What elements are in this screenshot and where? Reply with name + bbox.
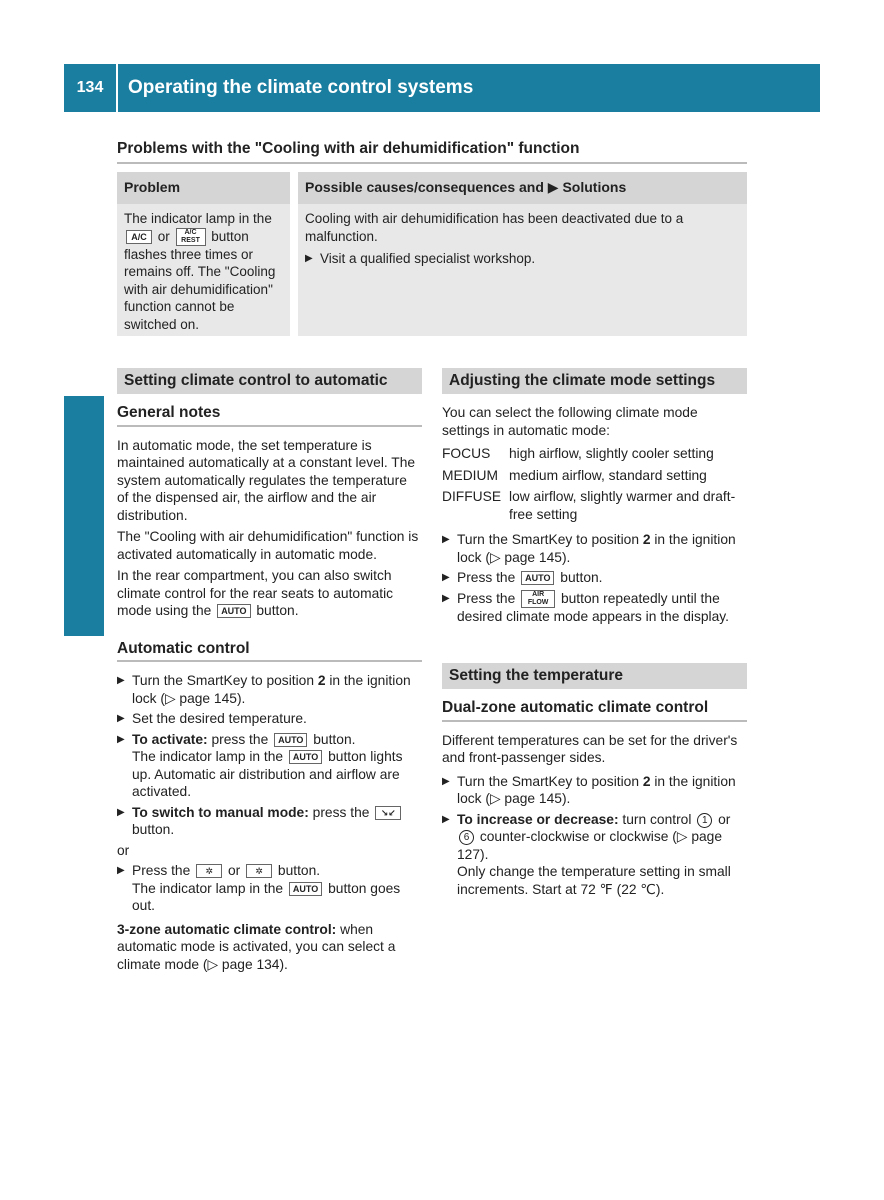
control-1-icon: 1	[697, 813, 712, 828]
auto-button-icon: AUTO	[274, 733, 307, 747]
page-header	[64, 64, 820, 112]
section-heading-climate-mode: Adjusting the climate mode settings	[442, 368, 747, 394]
step: ▶ Press the ✲ or ✲ button. The indicator lamp in the AUTO button goes out.	[117, 863, 401, 913]
solution-arrow-icon: ▶	[547, 179, 559, 196]
fan-low-button-icon: ✲	[196, 864, 222, 878]
paragraph: Different temperatures can be set for the driver's and front-passenger sides.	[442, 732, 738, 766]
page-number: 134	[76, 79, 104, 96]
problem-section-title: Problems with the "Cooling with air dehumidification" function	[117, 140, 747, 164]
ac-button-icon: A/C	[126, 230, 152, 244]
step: ▶ Turn the SmartKey to position 2 in the ignition lock (▷ page 145).	[442, 532, 736, 565]
auto-button-icon: AUTO	[521, 571, 554, 585]
step-arrow-icon: ▶	[117, 733, 125, 745]
step-arrow-icon: ▶	[442, 572, 450, 583]
problem-table	[117, 172, 747, 336]
chapter-tab-label: Climate control	[72, 455, 95, 601]
step-arrow-icon: ▶	[117, 675, 125, 686]
mode-row-focus: FOCUS high airflow, slightly cooler setting	[442, 446, 714, 461]
fan-high-button-icon: ✲	[246, 864, 272, 878]
step-arrow-icon: ▶	[117, 806, 125, 818]
col-header-problem: Problem	[117, 172, 294, 204]
air-distribution-button-icon: ↘↙	[375, 806, 401, 820]
step: ▶ To increase or decrease: turn control 1 or 6 counter-clockwise or clockwise (▷ page 127). Only change the temperature setting in small increments. Start at 72 ℉ (22 ℃).	[442, 811, 731, 897]
paragraph: You can select the following climate mode settings in automatic mode:	[442, 405, 698, 438]
ac-rest-button-icon: A/C REST	[176, 228, 206, 246]
section-heading-automatic: Setting climate control to automatic	[117, 368, 422, 394]
step-arrow-icon: ▶	[442, 775, 450, 787]
section-heading-temperature: Setting the temperature	[442, 663, 747, 689]
step-arrow-icon: ▶	[442, 813, 450, 825]
step-arrow-icon: ▶	[117, 713, 125, 724]
step: ▶ Press the AIR FLOW button repeatedly until the desired climate mode appears in the display.	[442, 590, 729, 624]
left-column	[117, 368, 422, 977]
subheading-dual-zone: Dual-zone automatic climate control	[442, 699, 747, 722]
solution-step: ▶ Visit a qualified specialist workshop.	[305, 251, 536, 266]
airflow-button-icon: AIR FLOW	[521, 590, 555, 608]
table-row	[117, 204, 747, 336]
step: ▶ To switch to manual mode: press the ↘↙ button.	[117, 804, 422, 839]
subheading-automatic-control: Automatic control	[117, 640, 422, 663]
auto-button-icon: AUTO	[217, 604, 250, 618]
paragraph-3zone: 3-zone automatic climate control: when automatic mode is activated, you can select a climate mode (▷ page 134).	[117, 921, 396, 972]
solution-cell	[294, 204, 747, 336]
or-text: or	[117, 842, 130, 858]
header-divider	[116, 64, 118, 112]
paragraph: In automatic mode, the set temperature is maintained automatically at a constant level. The system automatically regulates the temperature of the dispensed air, the airflow and the air distribution.	[117, 437, 416, 523]
step: ▶ Turn the SmartKey to position 2 in the ignition lock (▷ page 145).	[117, 673, 411, 706]
control-6-icon: 6	[459, 830, 474, 845]
cause-text: Cooling with air dehumidification has been deactivated due to a malfunction.	[305, 211, 684, 244]
mode-row-diffuse: DIFFUSE low airflow, slightly warmer and draft-free setting	[442, 489, 736, 522]
step-arrow-icon: ▶	[442, 534, 450, 545]
auto-button-icon: AUTO	[289, 882, 322, 896]
step: ▶ Turn the SmartKey to position 2 in the ignition lock (▷ page 145).	[442, 773, 736, 807]
paragraph: In the rear compartment, you can also switch climate control for the rear seats to automatic mode using the AUTO button.	[117, 568, 394, 618]
problem-cell: The indicator lamp in the A/C or A/C REST button flashes three times or remains off. The "Cooling with air dehumidification" function cannot be switched on.	[117, 204, 294, 336]
page-title: Operating the climate control systems	[128, 77, 474, 98]
paragraph: The "Cooling with air dehumidification" function is activated automatically in automatic mode.	[117, 529, 419, 562]
subheading-general-notes: General notes	[117, 404, 422, 427]
step: ▶ Press the AUTO button.	[442, 570, 603, 585]
right-column	[442, 368, 747, 901]
step-arrow-icon: ▶	[442, 592, 450, 604]
step-arrow-icon: ▶	[305, 253, 313, 264]
col-header-solutions: Possible causes/consequences and ▶ Solutions	[294, 172, 747, 204]
step: ▶ Set the desired temperature.	[117, 711, 307, 726]
mode-row-medium: MEDIUM medium airflow, standard setting	[442, 467, 707, 483]
step: ▶ To activate: press the AUTO button. The indicator lamp in the AUTO button lights up. Automatic air distribution and airflow are activated.	[117, 731, 403, 799]
auto-button-icon: AUTO	[289, 750, 322, 764]
step-arrow-icon: ▶	[117, 865, 125, 876]
